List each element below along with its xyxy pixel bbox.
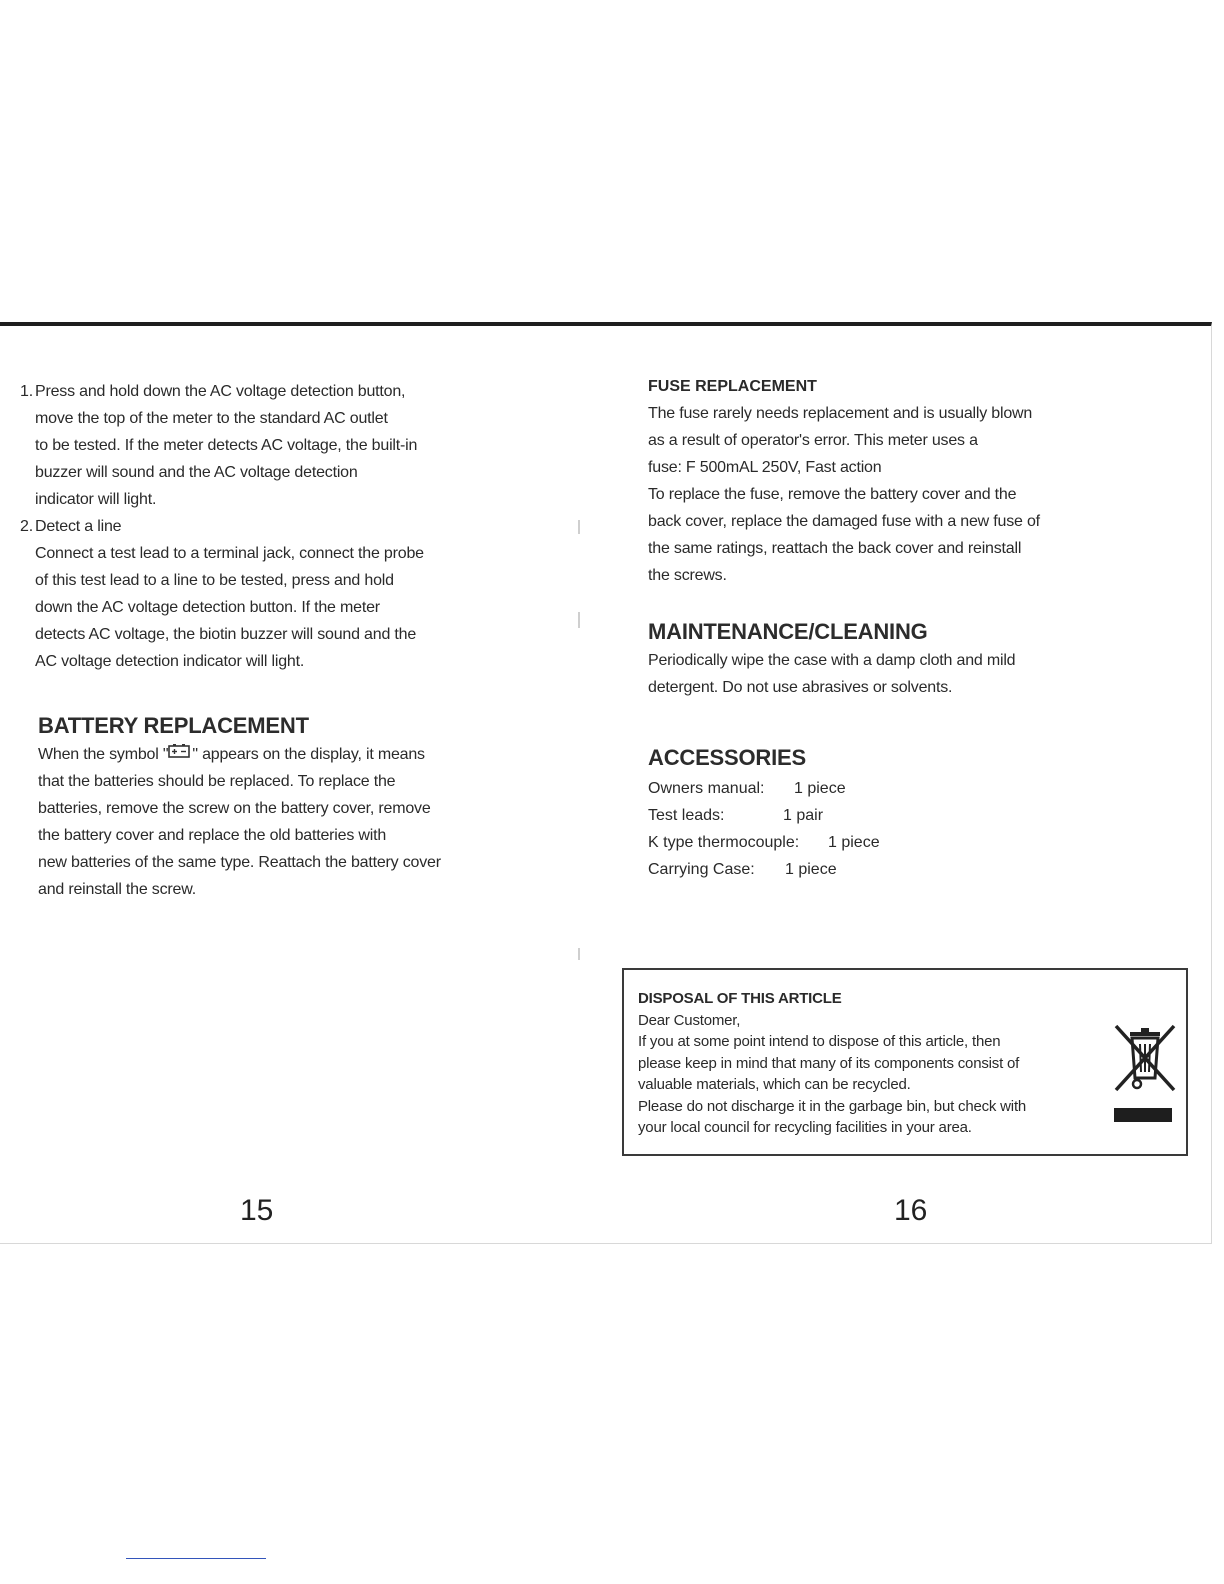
step-1: 1. Press and hold down the AC voltage detection button, move the top of the meter to the standard AC outlet to be tested. If the meter detects AC voltage, the built-in buzzer will sound and the AC voltage detection indicator will light. bbox=[20, 383, 418, 508]
accessory-item: Carrying Case: 1 piece bbox=[648, 861, 837, 878]
detect-line-paragraph: Connect a test lead to a terminal jack, connect the probe of this test lead to a line to be tested, press and hold down the AC voltage detection button. If the meter detects AC voltage, the biotin buzzer will sound and the AC voltage detection indicator will light. bbox=[35, 545, 424, 670]
fuse-heading: FUSE REPLACEMENT bbox=[648, 378, 817, 395]
accessory-item: Test leads: 1 pair bbox=[648, 807, 824, 824]
battery-icon bbox=[168, 741, 192, 768]
page-16 bbox=[648, 374, 1193, 883]
weee-bar bbox=[1114, 1108, 1172, 1122]
ac-detection-steps bbox=[20, 378, 540, 675]
disposal-heading: DISPOSAL OF THIS ARTICLE bbox=[638, 990, 842, 1007]
accessory-item: Owners manual: 1 piece bbox=[648, 780, 846, 797]
page-15 bbox=[20, 378, 540, 903]
battery-section: BATTERY REPLACEMENT When the symbol " " appears on the display, it means that the batteries should be replaced. To replace the batteries, remove the screw on the battery cover, remove the battery cover and replace the old batteries with new batteries of the same type. Reattach the battery cover and reinstall the screw. bbox=[20, 713, 540, 903]
maintenance-heading: MAINTENANCE/CLEANING bbox=[648, 619, 928, 644]
accessories-section bbox=[648, 745, 1193, 883]
crossed-out-wheelie-bin-icon bbox=[1110, 1022, 1180, 1096]
fuse-section: FUSE REPLACEMENT The fuse rarely needs replacement and is usually blown as a result of operator's error. This meter uses a fuse: F 500mAL 250V, Fast action To replace the fuse, remove the battery cover and the back cover, replace the damaged fuse with a new fuse of the same ratings, reattach the back cover and reinstall the screws. bbox=[648, 374, 1193, 589]
fold-mark bbox=[578, 948, 580, 960]
step-2: 2. Detect a line bbox=[20, 518, 122, 535]
accessories-heading: ACCESSORIES bbox=[648, 745, 806, 770]
maintenance-section: MAINTENANCE/CLEANING Periodically wipe the case with a damp cloth and mild detergent. Do not use abrasives or solvents. bbox=[648, 619, 1193, 701]
accessory-item: K type thermocouple: 1 piece bbox=[648, 834, 880, 851]
fold-mark bbox=[578, 520, 580, 534]
page-number-15: 15 bbox=[240, 1194, 274, 1227]
disposal-box: DISPOSAL OF THIS ARTICLE Dear Customer, If you at some point intend to dispose of this article, then please keep in mind that many of its components consist of valuable materials, which can be recycled. Please do not discharge it in the garbage bin, but check with your local council for recycling facilities in your area. bbox=[622, 968, 1188, 1156]
battery-heading: BATTERY REPLACEMENT bbox=[38, 713, 309, 738]
bottom-rule bbox=[126, 1558, 266, 1559]
page-number-16: 16 bbox=[894, 1194, 928, 1227]
fold-mark bbox=[578, 612, 580, 628]
